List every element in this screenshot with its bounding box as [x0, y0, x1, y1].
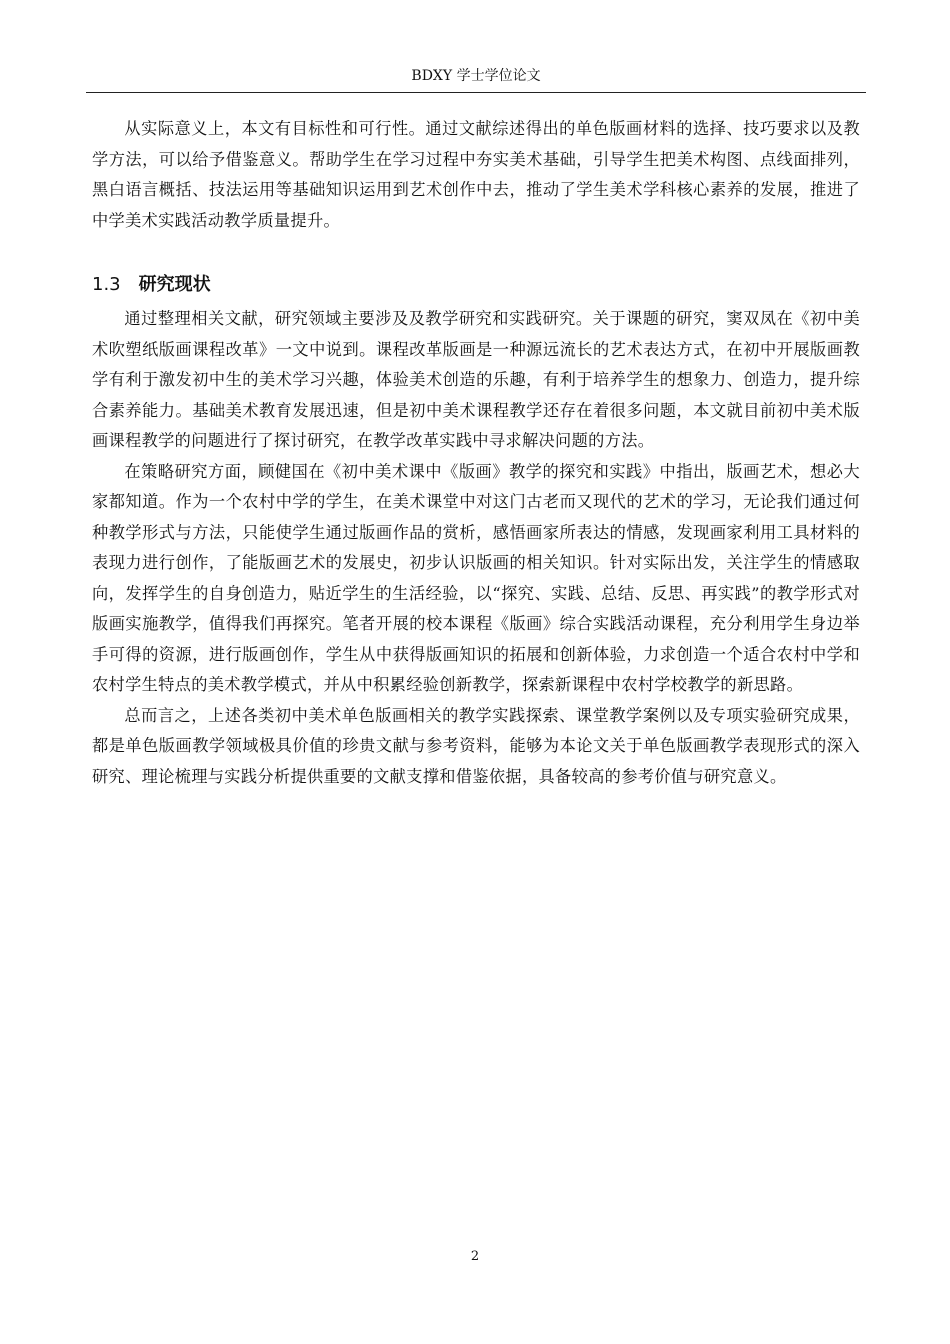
section-title: 研究现状 — [138, 274, 211, 295]
paragraph-research-2: 在策略研究方面，顾健国在《初中美术课中《版画》教学的探究和实践》中指出，版画艺术，想必大家都知道。作为一个农村中学的学生，在美术课堂中对这门古老而又现代的艺术的学习，无论我们通过何种教学形式与方法，只能使学生通过版画作品的赏析，感悟画家所表达的情感，发现画家利用工具材料的表现力进行创作，了能版画艺术的发展史，初步认识版画的相关知识。针对实际出发，关注学生的情感取向，发挥学生的自身创造力，贴近学生的生活经验，以“探究、实践、总结、反思、再实践”的教学形式对版画实施教学，值得我们再探究。笔者开展的校本课程《版画》综合实践活动课程，充分利用学生身边举手可得的资源，进行版画创作，学生从中获得版画知识的拓展和创新体验，力求创造一个适合农村中学和农村学生特点的美术教学模式，并从中积累经验创新教学，探索新课程中农村学校教学的新思路。 — [92, 461, 860, 694]
section-number: 1.3 — [92, 274, 121, 295]
document-body — [92, 114, 860, 792]
page-number: 2 — [470, 1249, 480, 1264]
paragraph-intro: 从实际意义上，本文有目标性和可行性。通过文献综述得出的单色版画材料的选择、技巧要求以及教学方法，可以给予借鉴意义。帮助学生在学习过程中夯实美术基础，引导学生把美术构图、点线面排列，黑白语言概括、技法运用等基础知识运用到艺术创作中去，推动了学生美术学科核心素养的发展，推进了中学美术实践活动教学质量提升。 — [92, 119, 860, 230]
paragraph-research-3: 总而言之，上述各类初中美术单色版画相关的教学实践探索、课堂教学案例以及专项实验研究成果，都是单色版画教学领域极具价值的珍贵文献与参考资料，能够为本论文关于单色版画教学表现形式的深入研究、理论梳理与实践分析提供重要的文献支撑和借鉴依据，具备较高的参考价值与研究意义。 — [92, 705, 860, 786]
header-title: BDXY 学士学位论文 — [411, 68, 541, 84]
paragraph-research-1: 通过整理相关文献，研究领域主要涉及及教学研究和实践研究。关于课题的研究，窦双凤在《初中美术吹塑纸版画课程改革》一文中说到。课程改革版画是一种源远流长的艺术表达方式，在初中开展版画教学有利于激发初中生的美术学习兴趣，体验美术创造的乐趣，有利于培养学生的想象力、创造力，提升综合素养能力。基础美术教育发展迅速，但是初中美术课程教学还存在着很多问题，本文就目前初中美术版画课程教学的问题进行了探讨研究，在教学改革实践中寻求解决问题的方法。 — [92, 309, 860, 450]
section-heading — [92, 272, 860, 298]
page-header — [86, 64, 866, 93]
